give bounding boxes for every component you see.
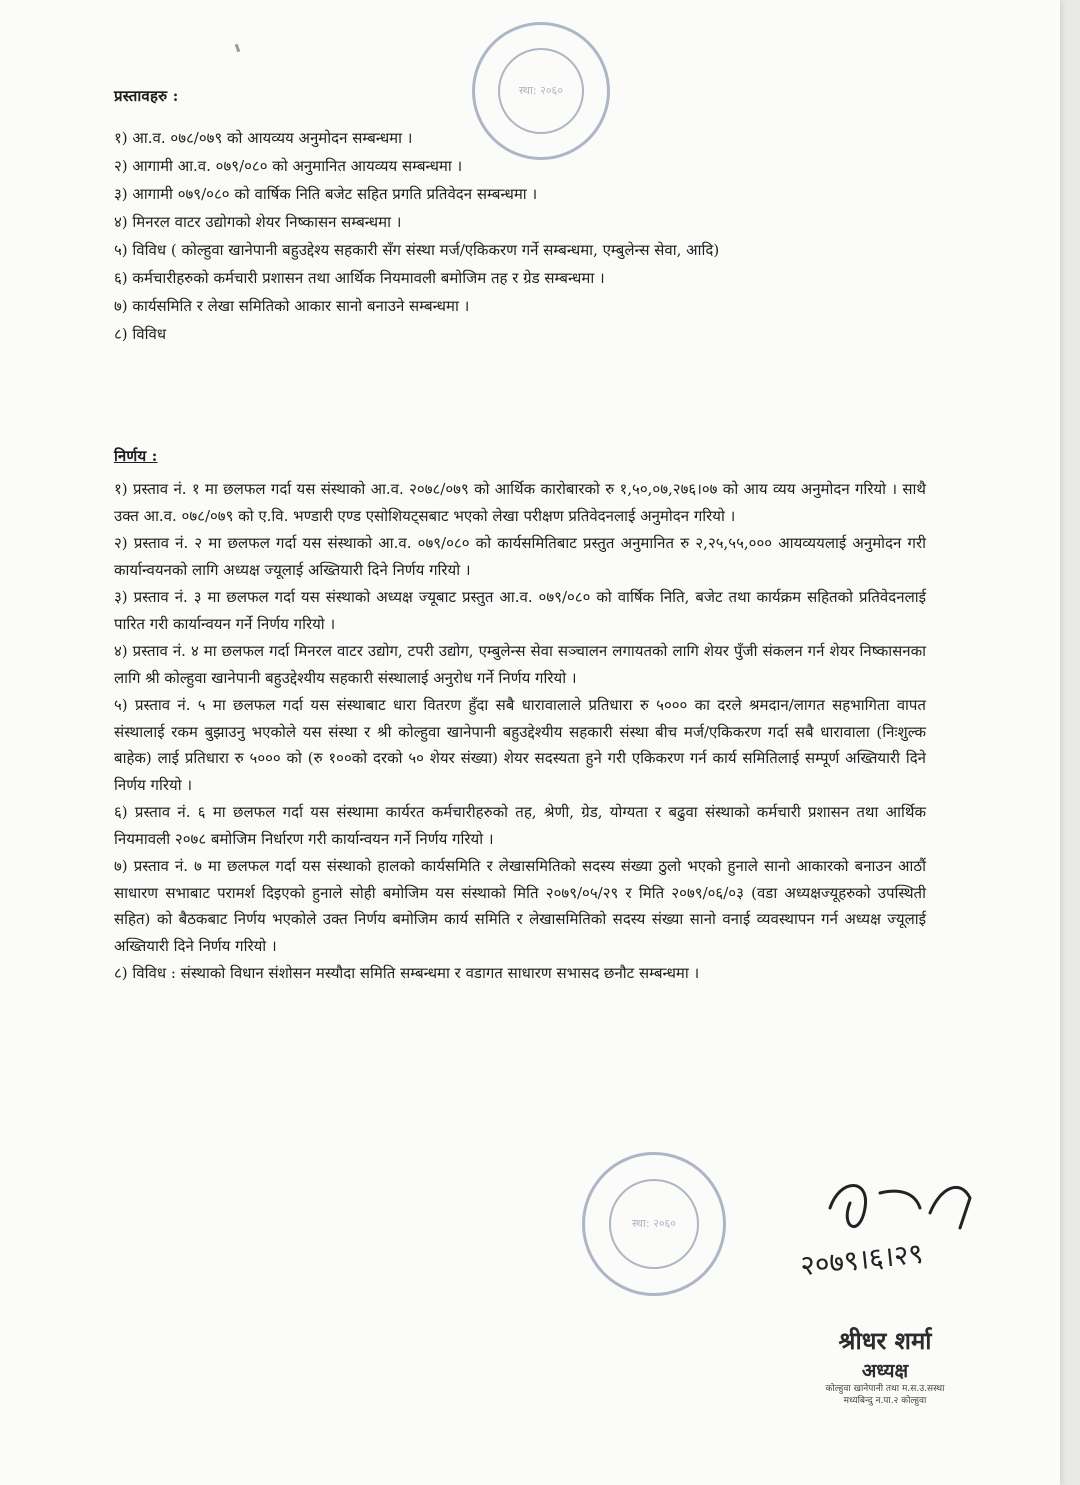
stamp-inner (498, 48, 584, 134)
proposal-item: ६) कर्मचारीहरुको कर्मचारी प्रशासन तथा आर्थिक नियमावली बमोजिम तह र ग्रेड सम्बन्धमा । (114, 269, 605, 287)
stamp-inner (609, 1179, 699, 1269)
proposal-item: ५) विविध ( कोल्हुवा खानेपानी बहुउद्देश्य सहकारी सँग संस्था मर्ज/एकिकरण गर्ने सम्बन्धमा, एम्बुलेन्स सेवा, आदि) (114, 241, 720, 259)
signature-date: २०७९।६।२९ (798, 1236, 925, 1283)
decision-item: ८) विविध : संस्थाको विधान संशोसन मस्यौदा समिति सम्बन्धमा र वडागत साधारण सभासद छनौट सम्बन्धमा । (114, 964, 700, 982)
stamp-year: स्था: २०६० (518, 84, 563, 98)
decision-item: ६) प्रस्ताव नं. ६ मा छलफल गर्दा यस संस्थामा कार्यरत कर्मचारीहरुको तह, श्रेणी, ग्रेड, योग्यता र बढुवा संस्थाको कर्मचारी प्रशासन तथा आर्थिक नियमावली २०७८ बमोजिम निर्धारण गरी कार्यान्वयन गर्ने निर्णय गरियो । (114, 803, 926, 848)
signature-block (800, 1320, 970, 1407)
signatory-title: अध्यक्ष (861, 1360, 909, 1382)
proposal-item: ८) विविध (114, 325, 167, 343)
decision-item: ७) प्रस्ताव नं. ७ मा छलफल गर्दा यस संस्थाको हालको कार्यसमिति र लेखासमितिको सदस्य संख्या ठुलो भएको हुनाले सानो आकारको बनाउन आठौं साधारण सभाबाट परामर्श दिइएको हुनाले सोही बमोजिम यस संस्थाको मिति २०७९/०५/२९ र मिति २०७९/०६/०३ (वडा अध्यक्षज्यूहरुको उपस्थिती सहित) को बैठकबाट निर्णय भएकोले उक्त निर्णय बमोजिम कार्य समिति र लेखासमितिको सदस्य संख्या सानो वनाई व्यवस्थापन गर्न अध्यक्ष ज्यूलाई अख्तियारी दिने निर्णय गरियो । (114, 857, 926, 955)
decisions-heading: निर्णय : (114, 447, 158, 465)
decision-item: ३) प्रस्ताव नं. ३ मा छलफल गर्दा यस संस्थाको अध्यक्ष ज्यूबाट प्रस्तुत आ.व. ०७९/०८० को वार्षिक निति, बजेट तथा कार्यक्रम सहितको प्रतिवेदनलाई पारित गरी कार्यान्वयन गर्ने निर्णय गरियो । (114, 588, 926, 633)
proposal-item: ४) मिनरल वाटर उद्योगको शेयर निष्कासन सम्बन्धमा । (114, 213, 402, 231)
proposals-list (114, 124, 926, 348)
proposal-item: २) आगामी आ.व. ०७९/०८० को अनुमानित आयव्यय सम्बन्धमा । (114, 157, 463, 175)
signature-scribble (820, 1168, 990, 1238)
bottom-stamp (582, 1152, 726, 1296)
proposal-item: ७) कार्यसमिति र लेखा समितिको आकार सानो बनाउने सम्बन्धमा । (114, 297, 470, 315)
stamp-year: स्था: २०६० (631, 1217, 676, 1231)
decision-item: ४) प्रस्ताव नं. ४ मा छलफल गर्दा मिनरल वाटर उद्योग, टपरी उद्योग, एम्बुलेन्स सेवा सञ्चालन लगायतको लागि शेयर पुँजी संकलन गर्न शेयर निष्कासनका लागि श्री कोल्हुवा खानेपानी बहुउद्देश्यीय सहकारी संस्थालाई अनुरोध गर्ने निर्णय गरियो । (114, 642, 926, 687)
decision-item: ५) प्रस्ताव नं. ५ मा छलफल गर्दा यस संस्थाबाट धारा वितरण हुँदा सबै धारावालाले प्रतिधारा रु ५००० का दरले श्रमदान/लागत सहभागिता वापत संस्थालाई रकम बुझाउनु भएकोले यस संस्था र श्री कोल्हुवा खानेपानी बहुउद्देश्यीय सहकारी संस्था बीच मर्ज/एकिकरण गर्दा सबै धारावाला (निःशुल्क बाहेक) लाई प्रतिधारा रु ५००० को (रु १००को दरको ५० शेयर संख्या) शेयर सदस्यता हुने गरी एकिकरण गर्न कार्य समितिलाई सम्पूर्ण अख्तियारी दिने निर्णय गरियो । (114, 696, 926, 794)
organization-line: कोल्हुवा खानेपानी तथा म.स.उ.सस्था (825, 1384, 945, 1394)
proposal-item: १) आ.व. ०७८/०७९ को आयव्यय अनुमोदन सम्बन्धमा । (114, 129, 413, 147)
proposals-heading: प्रस्तावहरु : (114, 87, 179, 105)
scan-mark (235, 44, 241, 53)
decision-item: १) प्रस्ताव नं. १ मा छलफल गर्दा यस संस्थाको आ.व. २०७८/०७९ को आर्थिक कारोबारको रु १,५०,०७,२७६।०७ को आय व्यय अनुमोदन गरियो । साथै उक्त आ.व. ०७८/०७९ को ए.वि. भण्डारी एण्ड एसोशियट्सबाट भएको लेखा परीक्षण प्रतिवेदनलाई अनुमोदन गरियो । (114, 480, 926, 525)
decisions-list (114, 476, 926, 988)
decision-item: २) प्रस्ताव नं. २ मा छलफल गर्दा यस संस्थाको आ.व. ०७९/०८० को कार्यसमितिबाट प्रस्तुत अनुमानित रु २,२५,५५,००० आयव्ययलाई अनुमोदन गरी कार्यान्वयनको लागि अध्यक्ष ज्यूलाई अख्तियारी दिने निर्णय गरियो । (114, 534, 926, 579)
proposal-item: ३) आगामी ०७९/०८० को वार्षिक निति बजेट सहित प्रगति प्रतिवेदन सम्बन्धमा । (114, 185, 538, 203)
signatory-name: श्रीधर शर्मा (838, 1326, 932, 1355)
organization-address: मध्यबिन्दु न.पा.२ कोल्हुवा (843, 1396, 927, 1406)
